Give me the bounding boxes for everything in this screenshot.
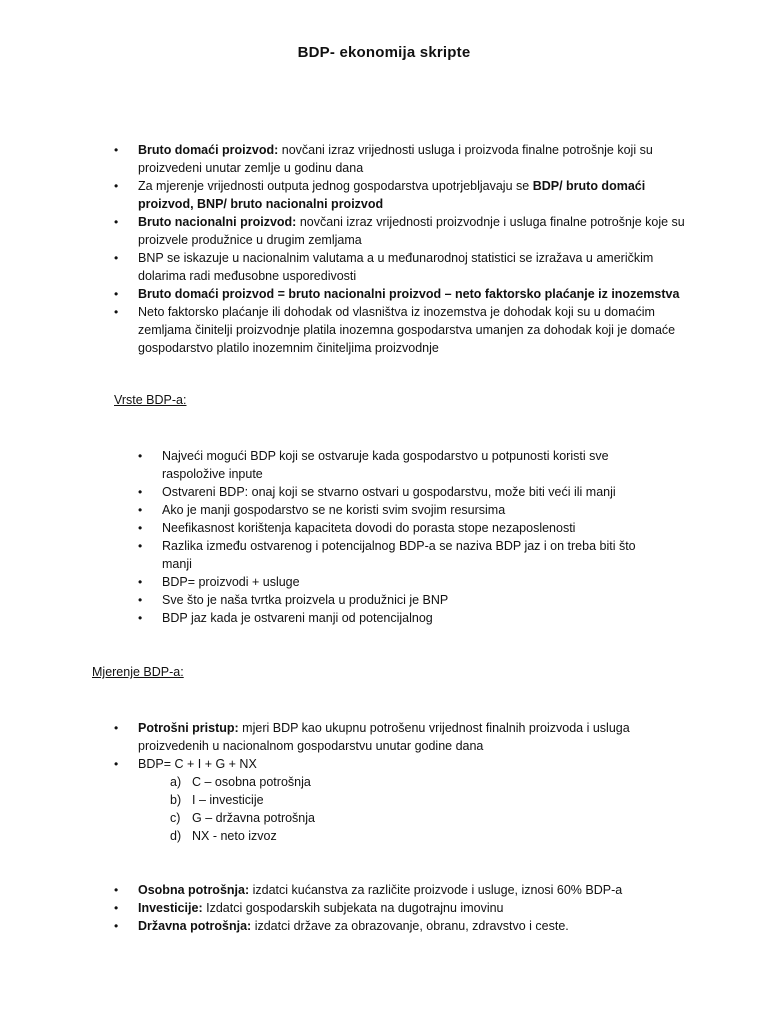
item-text: NX - neto izvoz <box>192 829 277 843</box>
list-item <box>138 501 662 519</box>
bullet-icon: • <box>114 215 119 229</box>
list-item <box>114 755 698 845</box>
bullet-icon: • <box>114 883 119 897</box>
item-text: Ako je manji gospodarstvo se ne koristi svim svojim resursima <box>162 503 506 517</box>
sublist-marker: b) <box>170 793 182 807</box>
formula-text: Bruto domaći proizvod = bruto nacionalni proizvod – neto faktorsko plaćanje iz inozemstva <box>138 287 680 301</box>
list-item <box>138 447 662 483</box>
bullet-icon: • <box>114 757 119 771</box>
item-text: Razlika između ostvarenog i potencijalnog BDP-a se naziva BDP jaz i on treba biti što manji <box>162 539 636 571</box>
list-item <box>114 881 698 899</box>
bullet-icon: • <box>114 305 119 319</box>
term-label: Državna potrošnja: <box>138 919 252 933</box>
bullet-icon: • <box>138 539 143 553</box>
item-text: novčani izraz vrijednosti usluga i proizvoda finalne potrošnje koji su proizvedeni unutar zemlje u godinu dana <box>138 143 653 175</box>
list-item <box>114 899 698 917</box>
item-text: izdatci države za obrazovanje, obranu, zdravstvo i ceste. <box>251 919 569 933</box>
bullet-icon: • <box>138 449 143 463</box>
list-item <box>114 141 698 177</box>
bullet-icon: • <box>114 251 119 265</box>
section-heading-mjerenje: Mjerenje BDP-a: <box>92 665 184 679</box>
list-item <box>114 719 698 755</box>
document-title: BDP- ekonomija skripte <box>297 44 471 61</box>
bullet-icon: • <box>114 919 119 933</box>
sublist-item <box>170 827 698 845</box>
list-item <box>138 537 662 573</box>
term-label: Bruto nacionalni proizvod: <box>138 215 297 229</box>
item-text: BDP= proizvodi + usluge <box>162 575 300 589</box>
sublist-marker: c) <box>170 811 181 825</box>
list-item <box>114 285 698 303</box>
sublist-item <box>170 809 698 827</box>
term-label: Osobna potrošnja: <box>138 883 250 897</box>
bullet-icon: • <box>114 143 119 157</box>
bullet-icon: • <box>114 721 119 735</box>
item-text: novčani izraz vrijednosti proizvodnje i usluga finalne potrošnje koje su proizvele produžnice u drugim zemljama <box>138 215 685 247</box>
list-item <box>114 303 698 357</box>
bullet-icon: • <box>138 611 143 625</box>
bullet-icon: • <box>138 485 143 499</box>
list-item <box>114 249 698 285</box>
bullet-icon: • <box>138 503 143 517</box>
item-text: izdatci kućanstva za različite proizvode i usluge, iznosi 60% BDP-a <box>249 883 623 897</box>
list-item <box>138 609 662 627</box>
item-text: Ostvareni BDP: onaj koji se stvarno ostvari u gospodarstvu, može biti veći ili manji <box>162 485 616 499</box>
bullet-icon: • <box>114 287 119 301</box>
item-text: C – osobna potrošnja <box>192 775 311 789</box>
section-heading-vrste: Vrste BDP-a: <box>114 393 187 407</box>
list-item <box>138 591 662 609</box>
item-bold-text: BDP/ bruto domaći proizvod, BNP/ bruto nacionalni proizvod <box>138 179 646 211</box>
list-item <box>114 917 698 935</box>
sublist-item <box>170 791 698 809</box>
formula-components-list <box>138 773 698 845</box>
bullet-icon: • <box>138 593 143 607</box>
item-text: Sve što je naša tvrtka proizvela u produžnici je BNP <box>162 593 449 607</box>
sublist-marker: d) <box>170 829 182 843</box>
bullet-icon: • <box>138 575 143 589</box>
item-text: Za mjerenje vrijednosti outputa jednog gospodarstva upotrjebljavaju se <box>138 179 533 193</box>
item-text: mjeri BDP kao ukupnu potrošenu vrijednost finalnih proizvoda i usluga proizvedenih u nacionalnom gospodarstvu unutar godine dana <box>138 721 630 753</box>
formula-text: BDP= C + I + G + NX <box>138 757 257 771</box>
bullet-icon: • <box>138 521 143 535</box>
potrosnja-bullet-list <box>114 881 698 935</box>
term-label: Potrošni pristup: <box>138 721 239 735</box>
list-item <box>138 519 662 537</box>
list-item <box>114 177 698 213</box>
sublist-item <box>170 773 698 791</box>
vrste-bullet-list <box>138 447 662 627</box>
sublist-marker: a) <box>170 775 182 789</box>
mjerenje-bullet-list <box>114 719 698 845</box>
intro-bullet-list <box>114 141 698 357</box>
item-text: G – državna potrošnja <box>192 811 315 825</box>
item-text: Neto faktorsko plaćanje ili dohodak od vlasništva iz inozemstva je dohodak koji su u domaćim zemljama činitelji proizvodnje platila inozemna gospodarstva umanjen za dohodak koji je domaće gospodarstvo platilo inozemnim činiteljima proizvodnje <box>138 305 676 355</box>
item-text: Neefikasnost korištenja kapaciteta dovodi do porasta stope nezaposlenosti <box>162 521 576 535</box>
item-text: Izdatci gospodarskih subjekata na dugotrajnu imovinu <box>202 901 504 915</box>
list-item <box>114 213 698 249</box>
term-label: Investicije: <box>138 901 203 915</box>
list-item <box>138 483 662 501</box>
list-item <box>138 573 662 591</box>
bullet-icon: • <box>114 179 119 193</box>
item-text: Najveći mogući BDP koji se ostvaruje kada gospodarstvo u potpunosti koristi sve raspoložive inpute <box>162 449 609 481</box>
item-text: BDP jaz kada je ostvareni manji od potencijalnog <box>162 611 433 625</box>
item-text: BNP se iskazuje u nacionalnim valutama a u međunarodnoj statistici se izražava u američkim dolarima radi međusobne usporedivosti <box>138 251 654 283</box>
term-label: Bruto domaći proizvod: <box>138 143 279 157</box>
item-text: I – investicije <box>192 793 264 807</box>
bullet-icon: • <box>114 901 119 915</box>
